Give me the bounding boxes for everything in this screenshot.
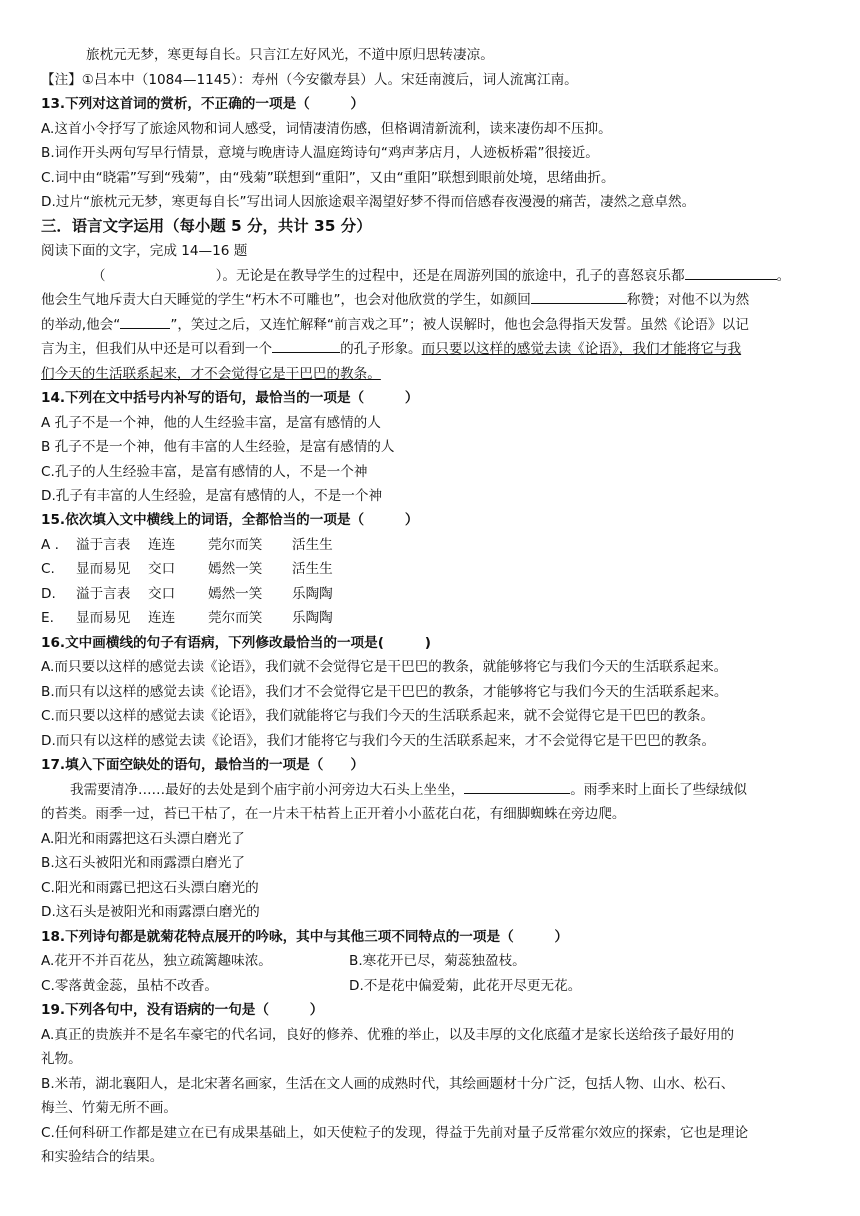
q17-stem: 17.填入下面空缺处的语句，最恰当的一项是（ ） (41, 757, 365, 773)
q15-stem: 15.依次填入文中横线上的词语，全都恰当的一项是（ ） (41, 512, 419, 528)
q17-option-b: B.这石头被阳光和雨露漂白磨光了 (41, 855, 245, 871)
blank-2 (531, 289, 627, 304)
q19-option-c-line-2: 和实验结合的结果。 (41, 1149, 164, 1165)
q16-stem: 16.文中画横线的句子有语病，下列修改最恰当的一项是( ) (41, 635, 431, 651)
q19-option-b-line-2: 梅兰、竹菊无所不画。 (41, 1100, 177, 1116)
q17-option-c: C.阳光和雨露已把这石头漂白磨光的 (41, 880, 259, 896)
q16-option-b: B.而只有以这样的感觉去读《论语》，我们才不会觉得它是干巴巴的教条，才能够将它与我们今天的生活联系起来。 (41, 684, 728, 700)
blank-1 (685, 265, 777, 280)
q19-option-b-line-1: B.米芾，湖北襄阳人，是北宋著名画家，生活在文人画的成熟时代，其绘画题材十分广泛，包括人物、山水、松石、 (41, 1076, 735, 1092)
q18-option-a: A.花开不并百花丛，独立疏篱趣味浓。 (41, 953, 272, 969)
passage-line-4: 言为主，但我们从中还是可以看到一个 的孔子形象。而只要以这样的感觉去读《论语》，我们才能将它与我 (41, 337, 741, 361)
q13-option-b: B.词作开头两句写早行情景，意境与晚唐诗人温庭筠诗句“鸡声茅店月，人迹板桥霜”很接近。 (41, 145, 599, 161)
passage-line-1: （ ）。无论是在教导学生的过程中，还是在周游列国的旅途中，孔子的喜怒哀乐都 。 (92, 264, 790, 288)
passage-line-2: 他会生气地斥责大白天睡觉的学生“朽木不可雕也”，也会对他欣赏的学生，如颜回 称赞；对他不以为然 (41, 288, 749, 312)
q14-option-c: C.孔子的人生经验丰富，是富有感情的人，不是一个神 (41, 464, 368, 480)
q15-option-c: C. 显而易见 交口 嫣然一笑 活生生 (41, 561, 333, 577)
q19-option-a-line-2: 礼物。 (41, 1051, 82, 1067)
reading-instruction: 阅读下面的文字，完成 14—16 题 (41, 243, 248, 259)
q17-passage-line-1: 我需要清净……最好的去处是到个庙宇前小河旁边大石头上坐坐， 。雨季来时上面长了些绿绒似 (70, 778, 747, 802)
q13-option-a: A.这首小令抒写了旅途风物和词人感受，词情凄清伤感，但格调清新流利，读来凄伤却不压抑。 (41, 121, 612, 137)
q15-option-d: D. 溢于言表 交口 嫣然一笑 乐陶陶 (41, 586, 333, 602)
passage-line-3: 的举动,他会“ ”，笑过之后，又连忙解释“前言戏之耳”；被人误解时，他也会急得指天发誓。虽然《论语》以记 (41, 313, 749, 337)
q17-option-a: A.阳光和雨露把这石头漂白磨光了 (41, 831, 245, 847)
q18-stem: 18.下列诗句都是就菊花特点展开的吟咏，其中与其他三项不同特点的一项是（ ） (41, 929, 569, 945)
q17-passage-line-2: 的苔类。雨季一过，苔已干枯了，在一片未干枯苔上正开着小小蓝花白花，有细脚蜘蛛在旁边爬。 (41, 806, 626, 822)
q14-option-b: B 孔子不是一个神，他有丰富的人生经验，是富有感情的人 (41, 439, 395, 455)
section-3-heading: 三．语言文字运用（每小题 5 分，共计 35 分） (41, 217, 372, 235)
q16-option-a: A.而只要以这样的感觉去读《论语》，我们就不会觉得它是干巴巴的教条，就能够将它与我们今天的生活联系起来。 (41, 659, 728, 675)
q19-stem: 19.下列各句中，没有语病的一句是（ ） (41, 1002, 324, 1018)
q18-option-d: D.不是花中偏爱菊，此花开尽更无花。 (349, 978, 582, 994)
q13-stem: 13.下列对这首词的赏析，不正确的一项是（ ） (41, 96, 365, 112)
q14-option-d: D.孔子有丰富的人生经验，是富有感情的人，不是一个神 (41, 488, 383, 504)
q18-option-c: C.零落黄金蕊，虽枯不改香。 (41, 978, 218, 994)
q15-option-e: E. 显而易见 连连 莞尔而笑 乐陶陶 (41, 610, 333, 626)
blank-3 (120, 314, 170, 329)
q19-option-a-line-1: A.真正的贵族并不是名车豪宅的代名词，良好的修养、优雅的举止，以及丰厚的文化底蕴才是家长送给孩子最好用的 (41, 1027, 735, 1043)
underlined-sentence-part-2: 们今天的生活联系起来，才不会觉得它是干巴巴的教条。 (41, 366, 381, 382)
q16-option-d: D.而只有以这样的感觉去读《论语》，我们才能将它与我们今天的生活联系起来，才不会觉得它是干巴巴的教条。 (41, 733, 716, 749)
note: 【注】①吕本中（1084—1145）：寿州（今安徽寿县）人。宋廷南渡后，词人流寓江南。 (41, 72, 578, 88)
poem-line: 旅枕元无梦，寒更每自长。只言江左好风光，不道中原归思转凄凉。 (86, 47, 494, 63)
q13-option-c: C.词中由“晓霜”写到“残菊”，由“残菊”联想到“重阳”，又由“重阳”联想到眼前处境，思绪曲折。 (41, 170, 615, 186)
q18-option-b: B.寒花开已尽，菊蕊独盈枝。 (349, 953, 526, 969)
blank-4 (272, 338, 340, 353)
q19-option-c-line-1: C.任何科研工作都是建立在已有成果基础上，如天使粒子的发现，得益于先前对量子反常霍尔效应的探索，它也是理论 (41, 1125, 749, 1141)
q13-option-d: D.过片“旅枕元无梦，寒更每自长”写出词人因旅途艰辛渴望好梦不得而倍感春夜漫漫的痛苦，凄然之意卓然。 (41, 194, 696, 210)
q17-option-d: D.这石头是被阳光和雨露漂白磨光的 (41, 904, 260, 920)
q14-stem: 14.下列在文中括号内补写的语句，最恰当的一项是（ ） (41, 390, 419, 406)
q15-option-a: A . 溢于言表 连连 莞尔而笑 活生生 (41, 537, 333, 553)
q14-option-a: A 孔子不是一个神，他的人生经验丰富，是富有感情的人 (41, 415, 381, 431)
q16-option-c: C.而只要以这样的感觉去读《论语》，我们就能将它与我们今天的生活联系起来，就不会觉得它是干巴巴的教条。 (41, 708, 715, 724)
underlined-sentence-part-1: 而只要以这样的感觉去读《论语》，我们才能将它与我 (421, 341, 742, 357)
q17-blank (464, 779, 570, 794)
